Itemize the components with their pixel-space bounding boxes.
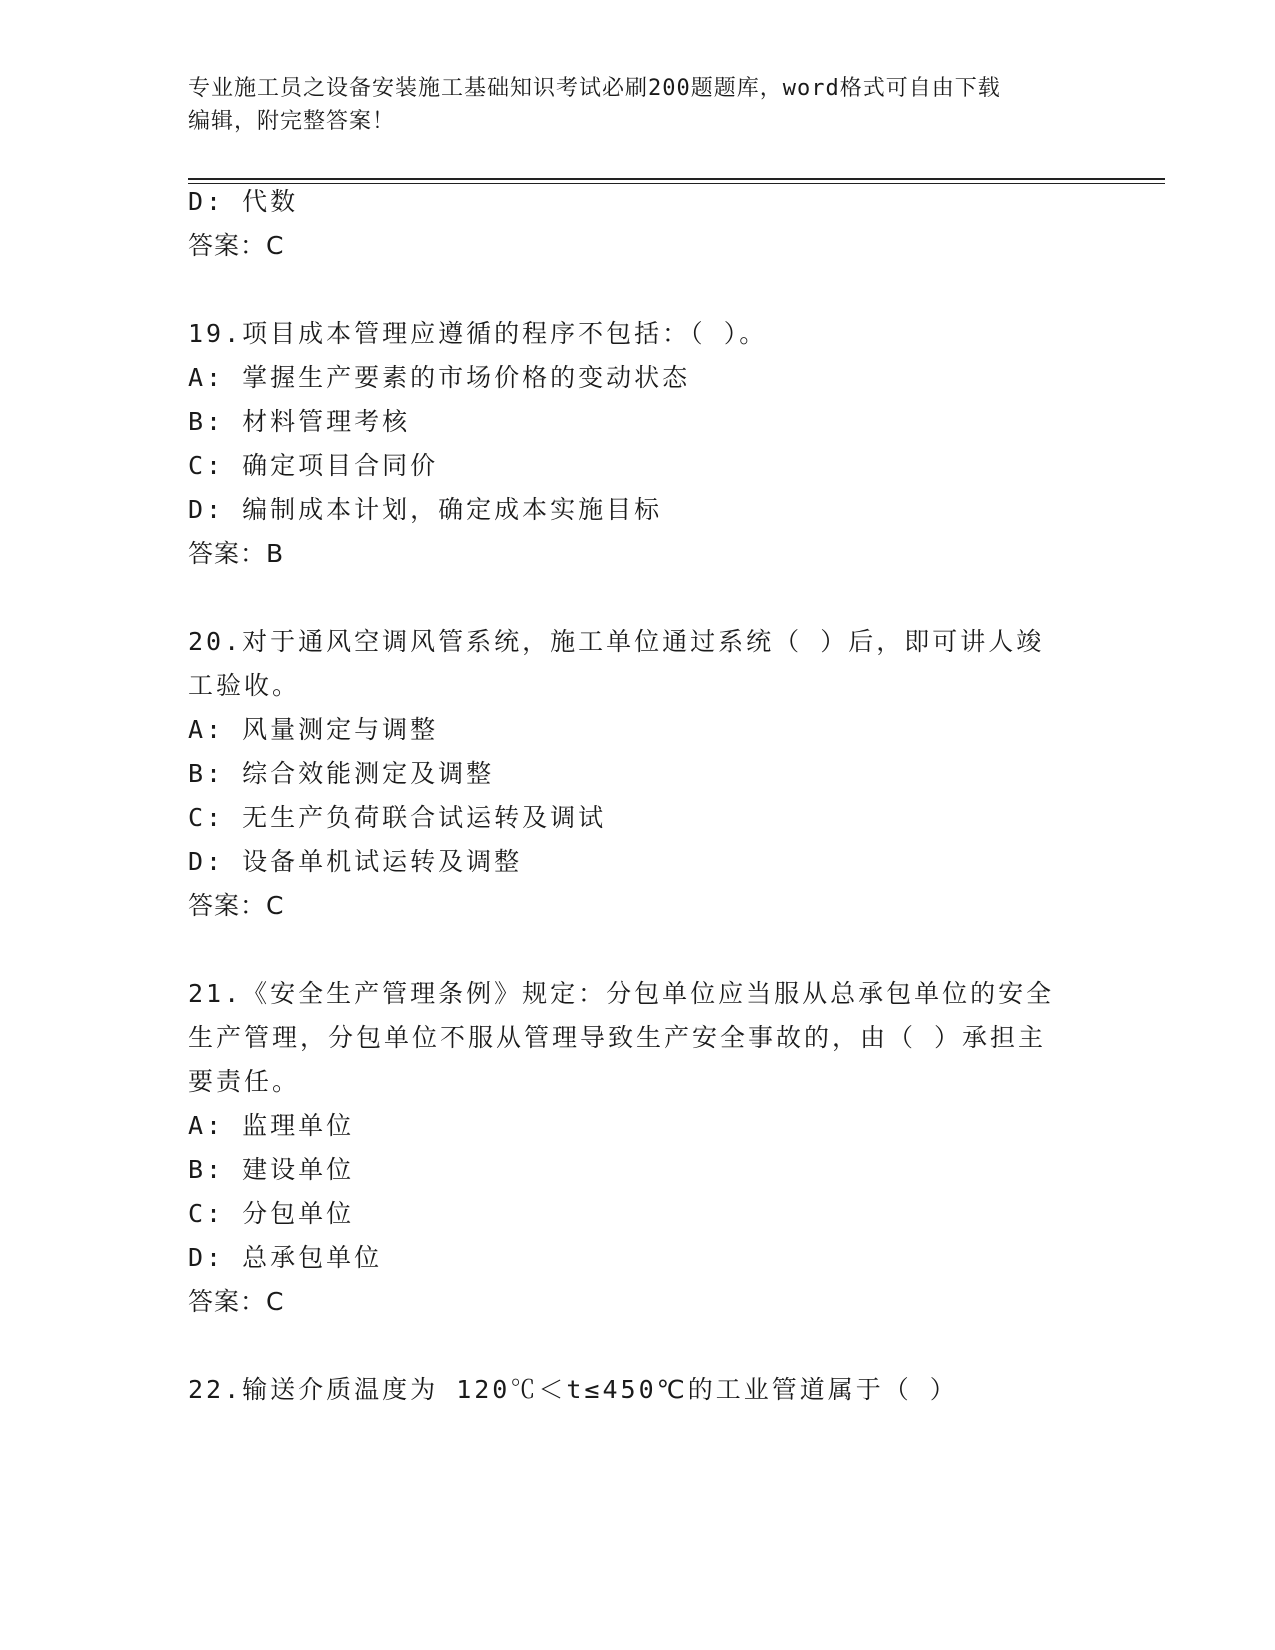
header-divider xyxy=(188,178,1165,184)
q21-option-c: C: 分包单位 xyxy=(188,1199,355,1228)
q19-option-a: A: 掌握生产要素的市场价格的变动状态 xyxy=(188,363,691,392)
q19-question: 19.项目成本管理应遵循的程序不包括：（ ）。 xyxy=(188,319,768,348)
q21-option-b: B: 建设单位 xyxy=(188,1155,355,1184)
q21-question-line-2: 生产管理，分包单位不服从管理导致生产安全事故的，由（ ）承担主 xyxy=(188,1023,1047,1052)
q19-answer: 答案：B xyxy=(188,539,285,568)
q21-answer: 答案：C xyxy=(188,1287,285,1316)
document-header xyxy=(188,72,1088,138)
q21-option-d: D: 总承包单位 xyxy=(188,1243,383,1272)
q20-question-line-2: 工验收。 xyxy=(188,671,301,700)
prev-option-d: D: 代数 xyxy=(188,187,299,216)
q22-question: 22.输送介质温度为 120℃＜t≤450℃的工业管道属于（ ） xyxy=(188,1375,958,1404)
q19-option-b: B: 材料管理考核 xyxy=(188,407,411,436)
q20-option-d: D: 设备单机试运转及调整 xyxy=(188,847,523,876)
q21-option-a: A: 监理单位 xyxy=(188,1111,355,1140)
q21-question-line-3: 要责任。 xyxy=(188,1067,301,1096)
q19-option-c: C: 确定项目合同价 xyxy=(188,451,439,480)
header-title-line-1: 专业施工员之设备安装施工基础知识考试必刷200题题库，word格式可自由下载 xyxy=(188,76,1001,101)
q20-option-b: B: 综合效能测定及调整 xyxy=(188,759,495,788)
q19-option-d: D: 编制成本计划，确定成本实施目标 xyxy=(188,495,663,524)
q20-question-line-1: 20.对于通风空调风管系统，施工单位通过系统（ ）后，即可讲人竣 xyxy=(188,627,1045,656)
prev-answer: 答案：C xyxy=(188,231,285,260)
header-title-line-2: 编辑，附完整答案！ xyxy=(188,109,396,134)
q21-question-line-1: 21.《安全生产管理条例》规定：分包单位应当服从总承包单位的安全 xyxy=(188,979,1055,1008)
q20-answer: 答案：C xyxy=(188,891,285,920)
q20-option-c: C: 无生产负荷联合试运转及调试 xyxy=(188,803,607,832)
q20-option-a: A: 风量测定与调整 xyxy=(188,715,439,744)
